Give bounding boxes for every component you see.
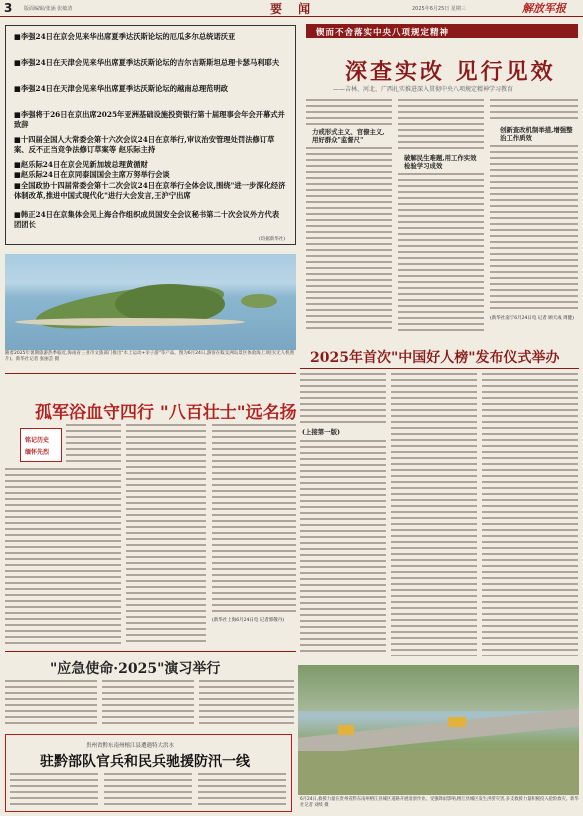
feature-subtitle: ——吉林、河北、广西扎实推进深入贯彻中央八项规定精神学习教育 xyxy=(333,86,514,93)
hero-body-text xyxy=(212,424,296,614)
photo-caption: 随着2025年暑期旅游热季临近,海南省三亚市文旅部门推出"水上运动+亲子游"等产品。图为6月24日,游客在蜈支洲岛景区体验海上项目(无人机照片)。新华社记者 张丽芸 摄 xyxy=(5,351,295,362)
feature-body-text xyxy=(490,145,578,313)
flood-cleanup-photo[interactable] xyxy=(298,665,579,795)
feature-subhead-1: 力戒形式主义、官僚主义,用好群众"监督尺" xyxy=(312,128,385,144)
good-people-headline[interactable]: 2025年首次"中国好人榜"发布仪式举办 xyxy=(310,350,560,366)
hero-body-text xyxy=(5,468,121,644)
feature-body-text xyxy=(306,147,392,331)
hero-body-text xyxy=(66,424,121,464)
brief-item[interactable]: ■赵乐际24日在京同泰国国会主席万努举行会谈 xyxy=(14,170,170,179)
section-divider xyxy=(5,651,296,652)
feature-body-text xyxy=(306,99,392,125)
excavator-shape xyxy=(448,717,466,727)
hero-headline[interactable]: 孤军浴血守四行 "八百壮士"远名扬 xyxy=(35,403,297,423)
feature-headline[interactable]: 深查实改 见行见效 xyxy=(345,59,556,85)
drill-body-text xyxy=(5,680,97,728)
flood-body-text xyxy=(198,773,286,809)
page-header xyxy=(0,0,583,17)
island-aerial-photo[interactable] xyxy=(5,254,296,350)
section-editor: 版面编辑/张涵 张敏清 xyxy=(24,6,73,12)
flood-body-text xyxy=(10,773,98,809)
column-banner xyxy=(306,24,578,38)
brief-item[interactable]: ■李强24日在京会见来华出席夏季达沃斯论坛的厄瓜多尔总统诺沃亚 xyxy=(14,32,236,41)
brief-item[interactable]: ■韩正24日在京集体会见上海合作组织成员国安全会议秘书第二十次会议外方代表团团长 xyxy=(14,210,280,229)
brief-item[interactable]: ■李强将于26日在京出席2025年亚洲基础设施投资银行第十届理事会年会开幕式并致辞 xyxy=(14,110,285,129)
continued-marker: (上接第一版) xyxy=(302,428,341,436)
brief-item[interactable]: ■李强24日在天津会见来华出席夏季达沃斯论坛的吉尔吉斯斯坦总理卡瑟马利耶夫 xyxy=(14,58,280,67)
flood-body-text xyxy=(104,773,192,809)
drill-headline[interactable]: "应急使命·2025"演习举行 xyxy=(50,661,221,677)
feature-subhead-2: 破解民生难题,用工作实效检验学习成效 xyxy=(404,154,477,170)
page-number: 3 xyxy=(4,1,13,15)
flood-headline[interactable]: 驻黔部队官兵和民兵驰援防汛一线 xyxy=(40,754,250,770)
newspaper-logo: 解放军报 xyxy=(522,2,566,15)
drill-body-text xyxy=(102,680,194,728)
hillside xyxy=(298,665,579,711)
news-briefs-box xyxy=(5,25,296,245)
feature-byline: (新华社南宁6月24日电 记者 顾天成 周健) xyxy=(490,316,574,321)
section-divider xyxy=(5,373,296,374)
good-people-body-text xyxy=(300,373,386,425)
island-beach xyxy=(15,318,245,326)
feature-body-text xyxy=(398,173,484,331)
good-people-body-text xyxy=(300,440,386,656)
brief-item[interactable]: ■全国政协十四届常委会第十二次会议24日在京举行全体会议,围绕"进一步深化经济体制改革,推进中国式现代化"进行大会发言,王沪宁出席 xyxy=(14,181,286,200)
mud-area xyxy=(298,751,579,795)
memorial-stamp xyxy=(20,428,62,462)
feature-subhead-3: 创新查改机制举措,增强整治工作质效 xyxy=(500,126,573,142)
flood-relief-box xyxy=(5,734,292,812)
good-people-body-text xyxy=(482,373,578,656)
hero-body-text xyxy=(126,424,206,644)
hero-byline: (新华社上海6月24日电 记者郭敬丹) xyxy=(212,618,285,623)
banner-text: 锲而不舍落实中央八项规定精神 xyxy=(316,28,450,38)
brief-item[interactable]: ■十四届全国人大常委会第十六次会议24日在京举行,审议治安管理处罚法修订草案、反不正当竞争法修订草案等 赵乐际主持 xyxy=(14,135,275,154)
flood-kicker: 贵州省黔东南州榕江县遭遇特大洪水 xyxy=(86,743,175,749)
drill-body-text xyxy=(199,680,294,728)
brief-item[interactable]: ■赵乐际24日在京会见新加坡总理黄循财 xyxy=(14,160,148,169)
feature-body-text xyxy=(398,99,484,151)
feature-body-text xyxy=(490,99,578,121)
brief-item[interactable]: ■李强24日在天津会见来华出席夏季达沃斯论坛的越南总理范明政 xyxy=(14,84,229,93)
section-divider xyxy=(300,368,579,369)
islet-shape xyxy=(241,294,277,308)
stamp-line: 铭记历史 xyxy=(25,437,50,444)
briefs-source: (均据新华社) xyxy=(259,237,286,242)
section-title: 要 闻 xyxy=(270,2,317,16)
stamp-line: 缅怀先烈 xyxy=(25,449,50,456)
good-people-body-text xyxy=(391,373,477,656)
photo-caption: 6月24日,救援力量在贵州省黔东南州榕江县城区道路开展清淤作业。受强降雨影响,榕江县城区发生洪涝灾害,多支救援力量积极投入抢险救灾。新华社记者 刘续 摄 xyxy=(300,797,579,808)
excavator-shape xyxy=(338,725,354,735)
issue-date: 2025年6月25日 星期三 xyxy=(412,6,466,12)
